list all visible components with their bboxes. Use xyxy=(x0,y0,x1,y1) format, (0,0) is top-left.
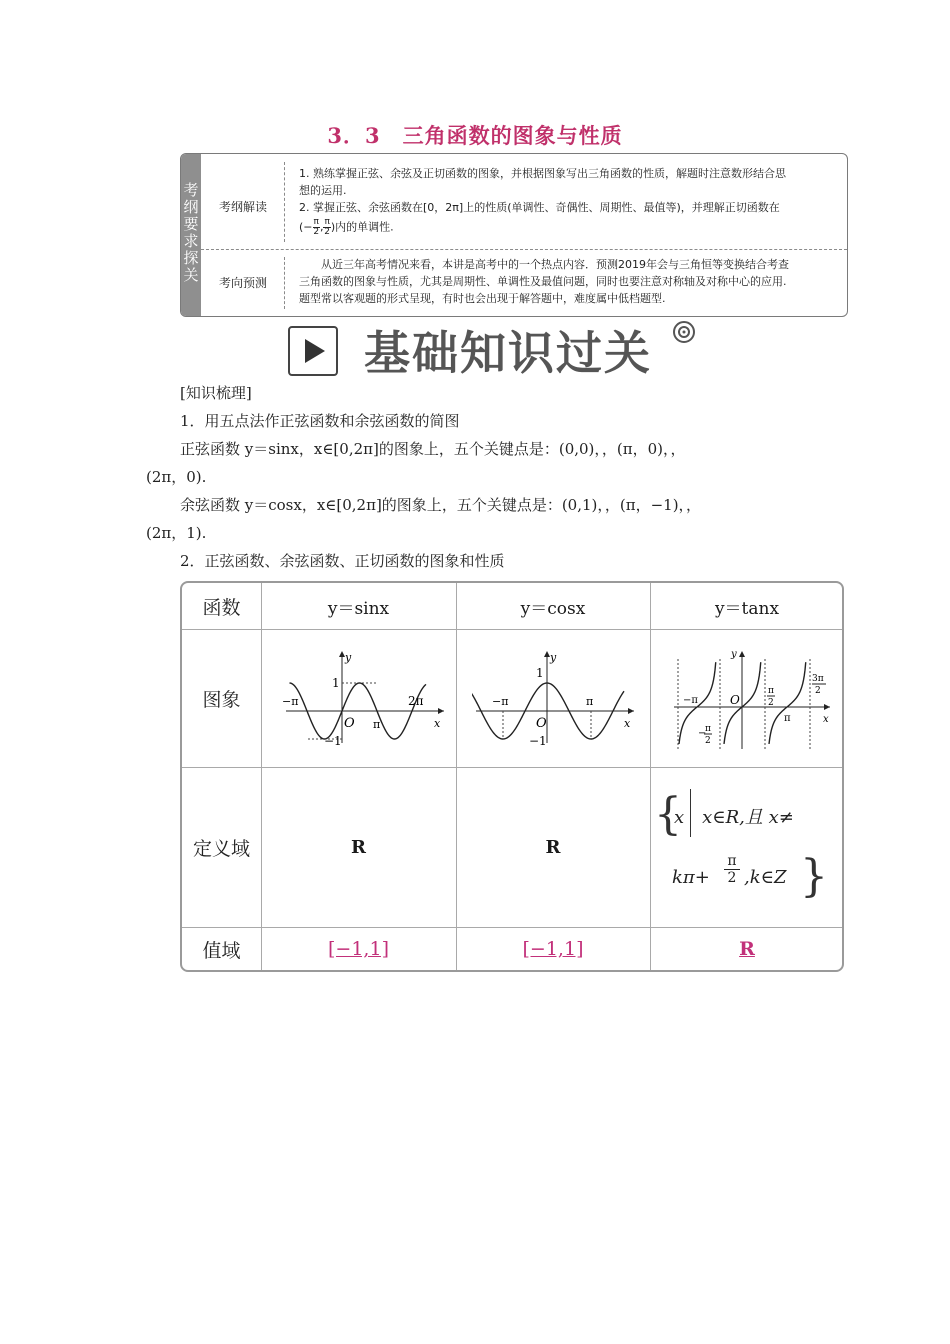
tick-label: −1 xyxy=(529,734,547,747)
axis-label: x xyxy=(823,714,829,725)
item1-cos-end: (2π，1). xyxy=(146,524,207,542)
item1-sin-end: (2π，0). xyxy=(146,468,207,486)
frac-den: 2 xyxy=(313,227,320,237)
frac-den: 2 xyxy=(727,870,737,886)
table-row-line xyxy=(182,629,842,630)
item2-heading: 2．正弦函数、余弦函数、正切函数的图象和性质 xyxy=(180,552,505,570)
cos-graph xyxy=(472,647,642,747)
tan-graph xyxy=(672,645,837,755)
outline-line: 想的运用. xyxy=(299,184,347,197)
tick-label: π xyxy=(373,718,381,731)
origin-label: O xyxy=(344,716,355,731)
axis-label: y xyxy=(731,649,737,660)
axis-label: y xyxy=(550,651,557,664)
outline-interpret-text xyxy=(299,165,839,237)
tick-label: −1 xyxy=(324,734,342,747)
brace-right: } xyxy=(800,851,828,902)
outline-line: 三角函数的图象与性质，尤其是周期性、单调性及最值问题，同时也要注意对称轴及对称中心的应用. xyxy=(299,275,787,288)
frac-num: π xyxy=(324,217,330,227)
banner-title: 基础知识过关 xyxy=(364,326,652,380)
function-tan: y＝tanx xyxy=(714,598,780,619)
tick-label: 1 xyxy=(536,666,544,680)
frac-num: π xyxy=(724,853,740,870)
tick-label: π xyxy=(784,713,791,724)
interval-open: (− xyxy=(299,220,313,234)
function-cos: y＝cosx xyxy=(520,598,586,619)
interval-close: ) xyxy=(330,220,336,234)
item1-heading: 1．用五点法作正弦函数和余弦函数的简图 xyxy=(180,412,460,430)
tick-label: 3π xyxy=(812,674,824,684)
fraction-pi-over-2 xyxy=(323,218,330,237)
row-header-graph: 图象 xyxy=(202,688,241,711)
row-header-domain: 定义域 xyxy=(192,837,250,860)
tick-label: 2 xyxy=(815,686,821,696)
axis-label: x xyxy=(624,717,631,730)
domain-sin: R xyxy=(351,836,366,858)
divider xyxy=(284,162,285,242)
row-header-function: 函数 xyxy=(202,596,241,619)
frac-num: π xyxy=(313,217,319,227)
tick-label: π xyxy=(768,686,774,696)
trig-properties-table xyxy=(180,581,844,972)
origin-label: O xyxy=(536,716,547,731)
outline-line-tail: 内的单调性. xyxy=(335,220,394,234)
range-sin: [−1,1] xyxy=(328,938,389,960)
outline-line: 从近三年高考情况来看，本讲是高考中的一个热点内容．预测2019年会与三角恒等变换结合考查 xyxy=(321,258,789,271)
brace-left: { xyxy=(654,789,682,840)
function-sin: y＝sinx xyxy=(327,598,390,619)
outline-forecast-text xyxy=(299,256,839,307)
target-icon xyxy=(672,320,696,344)
tick-label: −π xyxy=(683,695,698,706)
outline-side-label: 考纲要求探关 xyxy=(183,181,199,284)
fraction-pi-over-2 xyxy=(313,218,320,237)
outline-line: 2. 掌握正弦、余弦函数在[0，2π]上的性质(单调性、奇偶性、周期性、最值等)，并理解正切函数在 xyxy=(299,201,780,214)
outline-label-interpret: 考纲解读 xyxy=(218,200,267,214)
tick-label: 1 xyxy=(332,676,340,690)
axis-label: x xyxy=(434,717,441,730)
frac-den: 2 xyxy=(324,227,331,237)
outline-line: 1. 熟练掌握正弦、余弦及正切函数的图象，并根据图象写出三角函数的性质，解题时注意数形结合思 xyxy=(299,167,786,180)
tick-label: 2 xyxy=(705,736,711,746)
page-title: 3．3 三角函数的图象与性质 xyxy=(327,123,623,148)
outline-line: 题型常以客观题的形式呈现，有时也会出现于解答题中，难度属中低档题型. xyxy=(299,292,666,305)
item1-cos-text: 余弦函数 y＝cosx，x∈[0,2π]的图象上，五个关键点是：(0,1)，，(π，−1)，， xyxy=(180,496,702,514)
domain-tan xyxy=(650,767,844,927)
tick-label: π xyxy=(705,724,711,734)
range-tan: R xyxy=(739,938,755,960)
tan-domain-line2a: kπ+ xyxy=(672,867,710,888)
origin-label: O xyxy=(730,693,740,707)
divider xyxy=(201,249,847,250)
fraction-pi-over-2 xyxy=(724,853,740,886)
axis-label: y xyxy=(345,651,352,664)
tick-label: −π xyxy=(492,695,509,708)
play-icon xyxy=(288,326,338,376)
tan-domain-line2b: ,k∈Z xyxy=(744,867,787,888)
tick-label: − xyxy=(698,728,707,739)
tan-domain-line1: x x∈R,且 x≠ xyxy=(674,807,794,828)
interval-comma: , xyxy=(319,220,324,234)
sin-graph xyxy=(282,647,452,747)
tick-label: π xyxy=(586,695,594,708)
divider xyxy=(284,257,285,309)
domain-cos: R xyxy=(545,836,561,858)
tick-label: −π xyxy=(282,695,299,708)
tick-label: 2π xyxy=(408,694,424,708)
exam-outline-box xyxy=(180,153,848,317)
row-header-range: 值域 xyxy=(202,939,241,962)
range-cos: [−1,1] xyxy=(522,938,584,960)
tick-label: 2 xyxy=(768,698,774,708)
section-label: [知识梳理] xyxy=(180,384,252,402)
outline-line xyxy=(299,218,839,237)
item1-sin-text: 正弦函数 y＝sinx，x∈[0,2π]的图象上，五个关键点是：(0,0)，，(π，0)，， xyxy=(180,440,686,458)
outline-label-forecast: 考向预测 xyxy=(218,276,267,290)
